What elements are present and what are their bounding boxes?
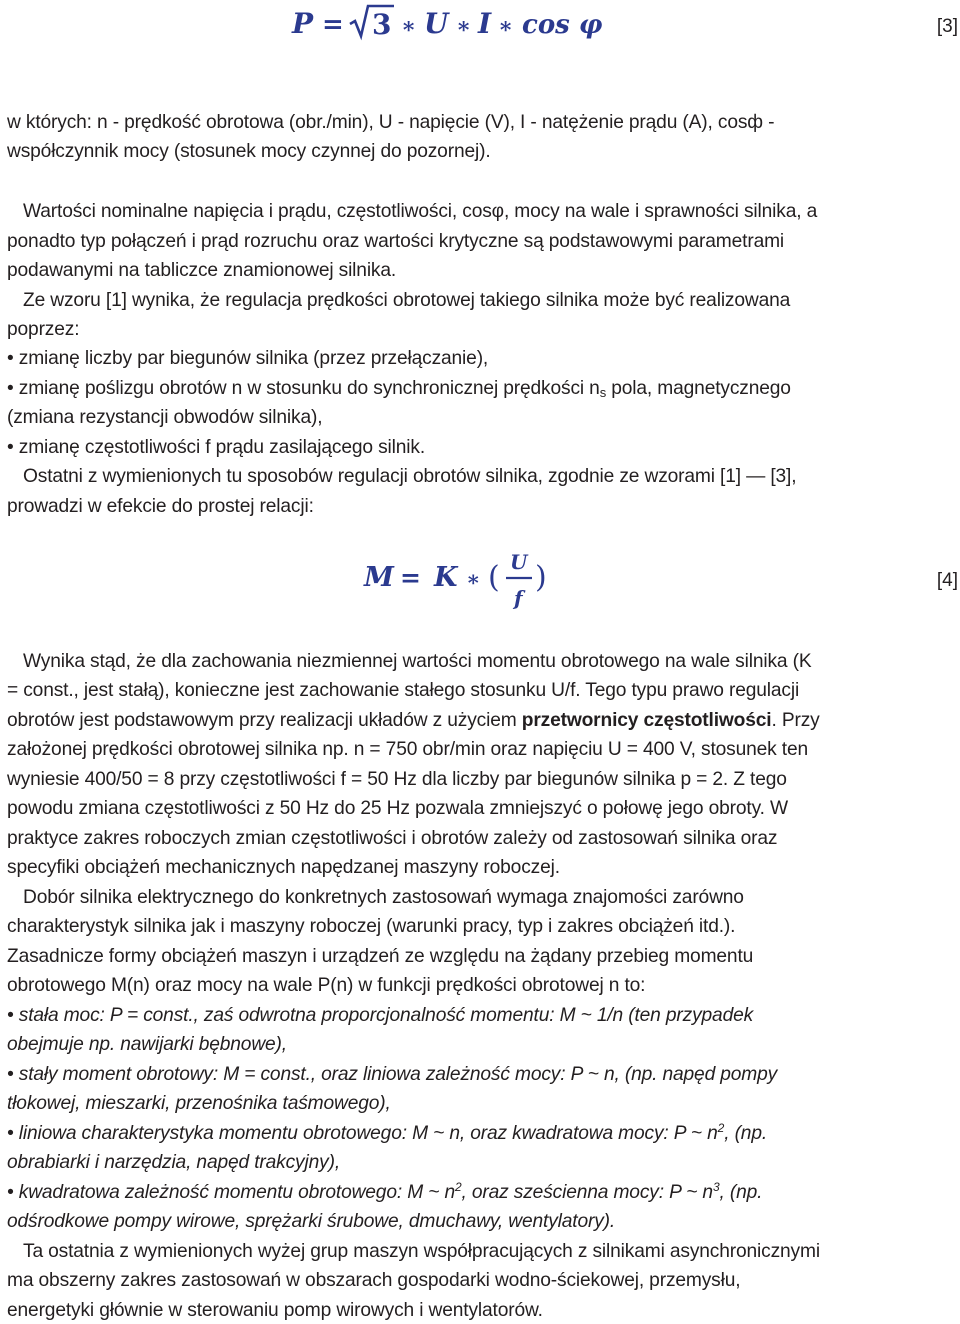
formula-power-P: P	[292, 7, 314, 40]
para5-line4: założonej prędkości obrotowej silnika np. n = 750 obr/min oraz napięciu U = 400 V, stosunek ten	[7, 739, 809, 760]
para3-bullet2-subscript: s	[599, 385, 607, 400]
para5-line2: = const., jest stałą), konieczne jest zachowanie stałego stosunku U/f. Tego typu prawo regulacji	[7, 680, 800, 701]
para6-bullet1-cont: obejmuje np. nawijarki bębnowe),	[7, 1034, 287, 1055]
para7-line1: Ta ostatnia z wymienionych wyżej grup maszyn współpracujących z silnikami asynchronicznymi	[23, 1241, 820, 1262]
para6-line3: Zasadnicze formy obciążeń maszyn i urządzeń ze względu na żądany przebieg momentu	[7, 946, 754, 967]
para3-bullet3: • zmianę częstotliwości f prądu zasilającego silnik.	[7, 437, 426, 458]
formula-torque-M: M	[364, 562, 394, 593]
para1-line1: w których: n - prędkość obrotowa (obr./min), U - napięcie (V), I - natężenie prądu (A), cosф -	[7, 112, 775, 133]
para6-bullet4-superscript1: 2	[455, 1180, 462, 1194]
para5-line3-bold: przetwornicy częstotliwości	[521, 710, 772, 731]
para6-bullet4-cont: odśrodkowe pompy wirowe, sprężarki śrubowe, dmuchawy, wentylatory).	[7, 1211, 616, 1232]
para6-bullet3-tail: , (np.	[724, 1123, 768, 1144]
para2-line2: ponadto typ połączeń i prąd rozruchu oraz wartości krytyczne są podstawowymi parametrami	[7, 231, 785, 252]
para6-bullet2-cont: tłokowej, mieszarki, przenośnika taśmowego),	[7, 1093, 391, 1114]
para6-bullet3-text: • liniowa charakterystyka momentu obrotowego: M ~ n, oraz kwadratowa mocy: P ~ n	[7, 1123, 718, 1144]
equation-number-4: [4]	[936, 570, 958, 591]
formula-power-U: U	[424, 7, 449, 40]
para6-line1: Dobór silnika elektrycznego do konkretnych zastosowań wymaga znajomości zarówno	[23, 887, 744, 908]
para1-line2: współczynnik mocy (stosunek mocy czynnej do pozornej).	[7, 141, 491, 162]
para3-bullet1: • zmianę liczby par biegunów silnika (przez przełączanie),	[7, 348, 489, 369]
para7-line3: energetyki głównie w sterowaniu pomp wirowych i wentylatorów.	[7, 1300, 543, 1321]
para3-line2: poprzez:	[7, 319, 80, 340]
formula-power-cos: cos φ	[522, 10, 603, 40]
para6-bullet1: • stała moc: P = const., zaś odwrotna proporcjonalność momentu: M ~ 1/n (ten przypadek	[7, 1005, 754, 1026]
formula-power-I: I	[478, 7, 492, 40]
formula-torque-K: K	[434, 562, 458, 593]
formula-power-mul2: ∗	[456, 13, 472, 39]
para5-line5: wyniesie 400/50 = 8 przy częstotliwości f = 50 Hz dla liczby par biegunów silnika p = 2. Z tego	[7, 769, 787, 790]
para5-line3-tail: . Przy	[771, 710, 820, 731]
para6-bullet4-text: • kwadratowa zależność momentu obrotowego: M ~ n	[7, 1182, 455, 1203]
para6-bullet3-cont: obrabiarki i narzędzia, napęd trakcyjny),	[7, 1152, 340, 1173]
formula-torque-equals: =	[400, 563, 421, 592]
formula-torque-rparen: )	[535, 560, 547, 595]
para2-line1: Wartości nominalne napięcia i prądu, częstotliwości, cosφ, mocy na wale i sprawności silnika, a	[23, 201, 818, 222]
para5-line3	[7, 710, 820, 732]
formula-torque-numerator: U	[510, 550, 528, 574]
para5-line6: powodu zmiana częstotliwości z 50 Hz do 25 Hz pozwala zmniejszyć o połowę jego obroty. W	[7, 798, 788, 819]
formula-power-mul1: ∗	[401, 13, 417, 39]
para3-bullet2	[7, 378, 791, 400]
para6-bullet3-superscript: 2	[717, 1121, 725, 1135]
para4-line1: Ostatni z wymienionych tu sposobów regulacji obrotów silnika, zgodnie ze wzorami [1] — [3],	[23, 466, 797, 487]
para5-line8: specyfiki obciążeń mechanicznych napędzanej maszyny roboczej.	[7, 857, 560, 878]
para6-bullet4	[7, 1182, 762, 1204]
formula-power-graphic	[290, 2, 620, 44]
para6-bullet4-tail: , (np.	[719, 1182, 763, 1203]
para6-line2: charakterystyk silnika jak i maszyny roboczej (warunki pracy, typ i zakres obciążeń itd.).	[7, 916, 736, 937]
formula-torque-mul: ∗	[466, 566, 481, 591]
formula-power-mul3: ∗	[498, 13, 514, 39]
formula-torque-denominator: f	[514, 586, 523, 610]
para6-line4: obrotowego M(n) oraz mocy na wale P(n) w funkcji prędkości obrotowej n to:	[7, 975, 646, 996]
para3-bullet2-text: • zmianę poślizgu obrotów n w stosunku do synchronicznej prędkości n	[7, 378, 600, 399]
equation-number-3: [3]	[936, 16, 958, 37]
para6-bullet2: • stały moment obrotowy: M = const., oraz liniowa zależność mocy: P ~ n, (np. napęd pompy	[7, 1064, 778, 1085]
formula-power-sqrt-arg: 3	[372, 8, 392, 41]
para5-line3-text: obrotów jest podstawowym przy realizacji układów z użyciem	[7, 710, 522, 731]
para2-line3: podawanymi na tabliczce znamionowej silnika.	[7, 260, 397, 281]
para6-bullet4-mid: , oraz sześcienna mocy: P ~ n	[461, 1182, 713, 1203]
para7-line2: ma obszerny zakres zastosowań w obszarach gospodarki wodno-ściekowej, przemysłu,	[7, 1270, 741, 1291]
formula-torque-lparen: (	[488, 560, 500, 595]
para3-bullet2-cont: (zmiana rezystancji obwodów silnika),	[7, 407, 323, 428]
para5-line7: praktyce zakres roboczych zmian częstotliwości i obrotów zależy od zastosowań silnika oraz	[7, 828, 778, 849]
formula-power-equals: =	[322, 10, 344, 40]
formula-torque-graphic	[362, 545, 562, 615]
para6-bullet4-superscript2: 3	[712, 1180, 720, 1194]
para3-bullet2-tail: pola, magnetycznego	[606, 378, 791, 399]
para5-line1: Wynika stąd, że dla zachowania niezmiennej wartości momentu obrotowego na wale silnika (K	[23, 651, 812, 672]
para3-line1: Ze wzoru [1] wynika, że regulacja prędkości obrotowej takiego silnika może być realizowana	[23, 290, 791, 311]
para4-line2: prowadzi w efekcie do prostej relacji:	[7, 496, 314, 517]
para6-bullet3	[7, 1123, 767, 1145]
